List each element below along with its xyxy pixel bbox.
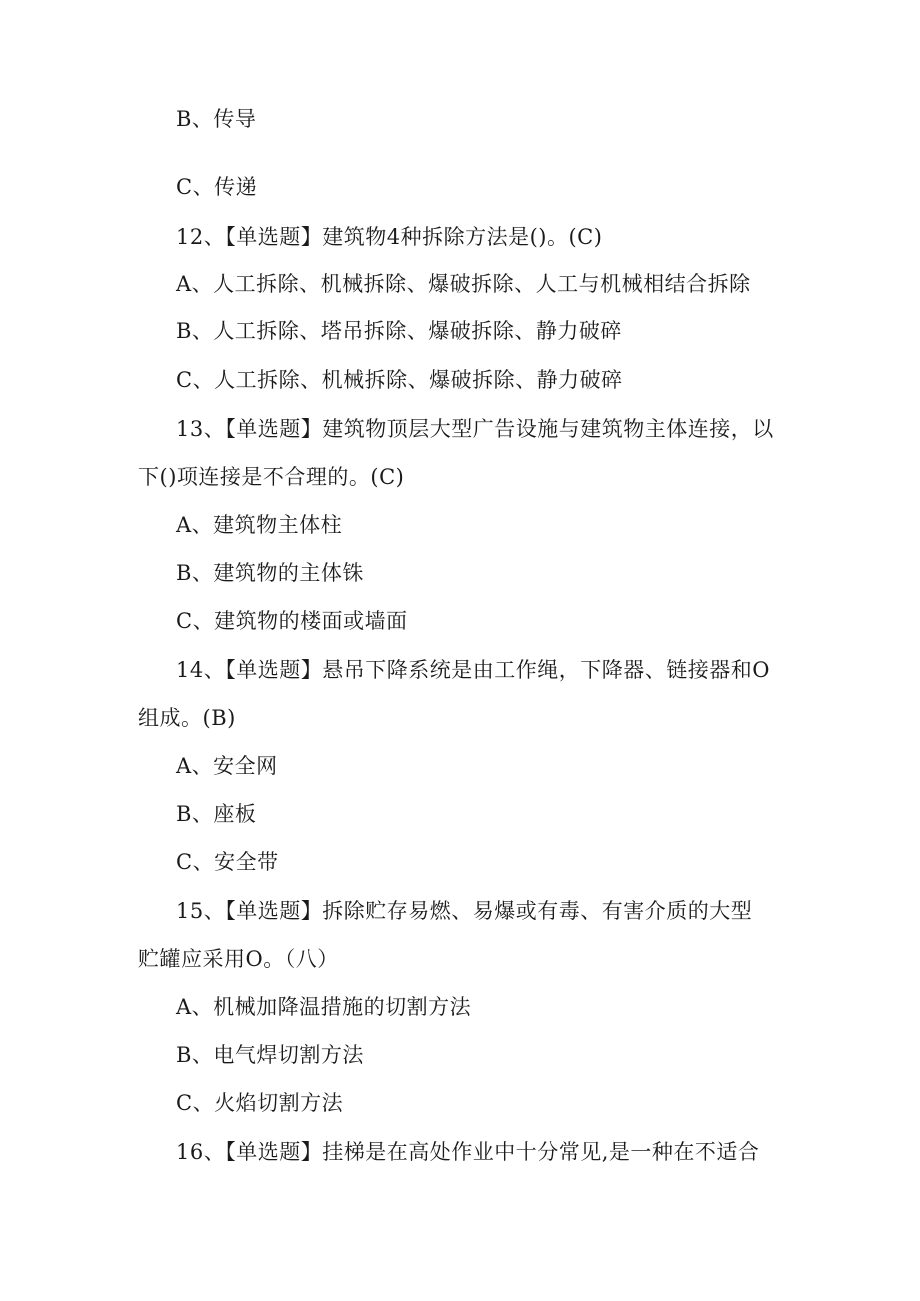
question-12-option-b: B、人工拆除、塔吊拆除、爆破拆除、静力破碎 [176, 319, 622, 343]
question-15: 15、【单选题】拆除贮存易燃、易爆或有毒、有害介质的大型 [176, 899, 753, 923]
question-12-option-a: A、人工拆除、机械拆除、爆破拆除、人工与机械相结合拆除 [176, 272, 751, 296]
question-14-continuation: 组成。(B) [138, 706, 236, 730]
option-b-conduction: B、传导 [176, 107, 257, 131]
question-15-option-b: B、电气焊切割方法 [176, 1043, 364, 1067]
question-12: 12、【单选题】建筑物4种拆除方法是()。(C) [176, 225, 603, 249]
question-13-option-a: A、建筑物主体柱 [176, 513, 343, 537]
question-15-option-a: A、机械加降温措施的切割方法 [176, 995, 472, 1019]
question-13-continuation: 下()项连接是不合理的。(C) [138, 465, 405, 489]
question-13: 13、【单选题】建筑物顶层大型广告设施与建筑物主体连接，以 [176, 417, 774, 441]
question-14-option-b: B、座板 [176, 802, 257, 826]
question-16: 16、【单选题】挂梯是在高处作业中十分常见,是一种在不适合 [176, 1140, 760, 1164]
option-c-transmission: C、传递 [176, 175, 258, 199]
question-13-option-c: C、建筑物的楼面或墙面 [176, 609, 408, 633]
question-15-option-c: C、火焰切割方法 [176, 1091, 344, 1115]
question-12-option-c: C、人工拆除、机械拆除、爆破拆除、静力破碎 [176, 368, 623, 392]
question-14-option-c: C、安全带 [176, 850, 279, 874]
question-14: 14、【单选题】悬吊下降系统是由工作绳，下降器、链接器和O [176, 658, 770, 682]
question-15-continuation: 贮罐应采用O。（八） [138, 947, 339, 971]
question-14-option-a: A、安全网 [176, 754, 278, 778]
question-13-option-b: B、建筑物的主体铢 [176, 561, 364, 585]
